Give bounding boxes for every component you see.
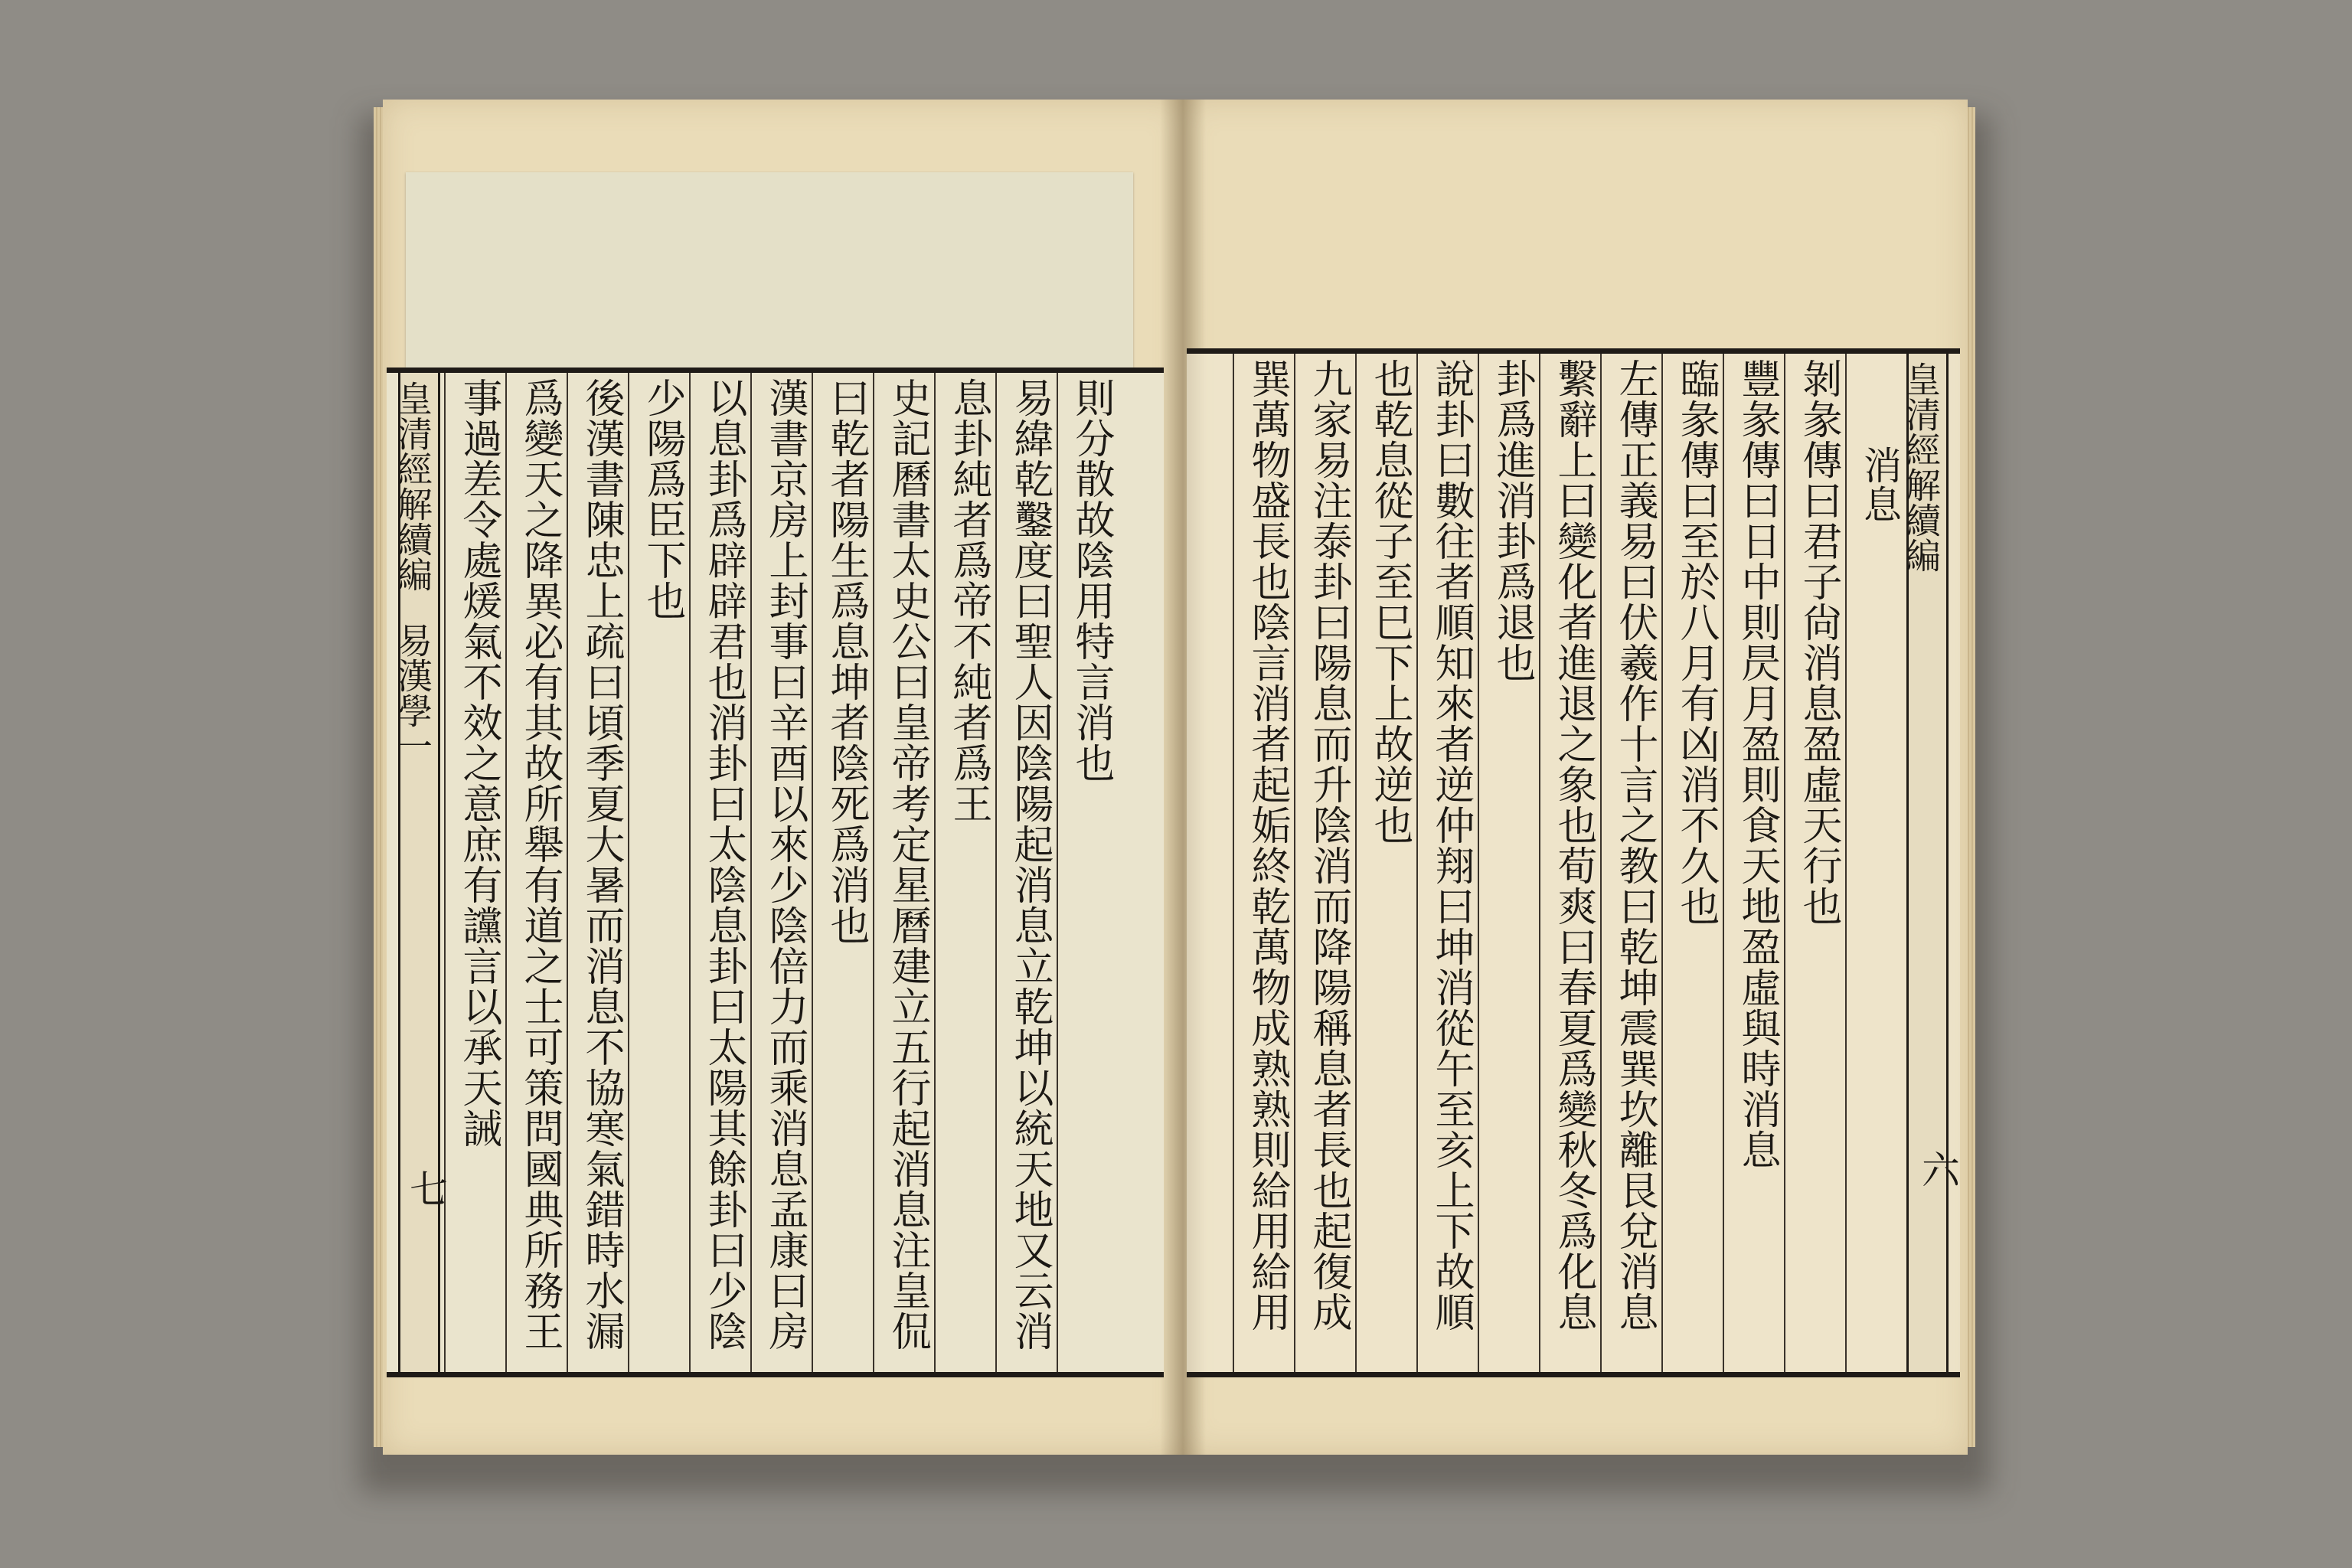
right-book-title: 皇清經解續編 (1900, 361, 1942, 573)
left-column-6: 漢書京房上封事曰辛酉以來少陰倍力而乘消息孟康曰房 (750, 373, 812, 1372)
left-margin-title (392, 373, 440, 1372)
left-chapter-label: 易漢學一 (392, 622, 433, 763)
left-column-2: 易緯乾鑿度曰聖人因陰陽起消息立乾坤以統天地又云消 (995, 373, 1057, 1372)
right-column-10: 九家易注泰卦曰陽息而升陰消而降陽稱息者長也起復成 (1294, 354, 1355, 1372)
right-column-11: 巽萬物盛長也陰言消者起姤終乾萬物成熟熟則給用給用 (1233, 354, 1294, 1372)
right-column-3: 豐彖傳曰日中則昃月盈則食天地盈虛與時消息 (1723, 354, 1784, 1372)
left-column-9: 後漢書陳忠上疏曰頃季夏大暑而消息不協寒氣錯時水漏 (567, 373, 628, 1372)
pasted-paper-slip (406, 172, 1133, 368)
right-page-number: 六 (1916, 1150, 1960, 1188)
left-column-10: 爲變天之降異必有其故所舉有道之士可策問國典所務王 (505, 373, 567, 1372)
left-text-block (387, 368, 1164, 1377)
right-column-7: 卦爲進消卦爲退也 (1478, 354, 1539, 1372)
right-section-heading: 消息 (1845, 354, 1906, 1372)
right-margin-title (1900, 354, 1949, 1372)
right-column-4: 臨彖傳曰至於八月有凶消不久也 (1661, 354, 1723, 1372)
left-column-3: 息卦純者爲帝不純者爲王 (934, 373, 995, 1372)
right-column-5: 左傳正義易曰伏羲作十言之教曰乾坤震巽坎離艮兌消息 (1600, 354, 1661, 1372)
left-page-number: 七 (403, 1169, 448, 1207)
right-column-6: 繫辭上曰變化者進退之象也荀爽曰春夏爲變秋冬爲化息 (1539, 354, 1600, 1372)
right-column-9: 也乾息從子至巳下上故逆也 (1355, 354, 1416, 1372)
left-column-8: 少陽爲臣下也 (628, 373, 689, 1372)
right-column-2: 剝彖傳曰君子尙消息盈虛天行也 (1784, 354, 1845, 1372)
left-column-11: 事過差令處煖氣不效之意庶有讜言以承天誡 (444, 373, 505, 1372)
left-book-title: 皇清經解續編 (392, 381, 433, 592)
right-column-8: 說卦曰數往者順知來者逆仲翔曰坤消從午至亥上下故順 (1416, 354, 1478, 1372)
left-column-7: 以息卦爲辟辟君也消卦曰太陰息卦曰太陽其餘卦曰少陰 (689, 373, 750, 1372)
left-column-1: 則分散故陰用特言消也 (1057, 373, 1118, 1372)
left-column-5: 曰乾者陽生爲息坤者陰死爲消也 (812, 373, 873, 1372)
right-text-block (1187, 348, 1960, 1377)
left-column-4: 史記曆書太史公曰皇帝考定星曆建立五行起消息注皇侃 (873, 373, 934, 1372)
